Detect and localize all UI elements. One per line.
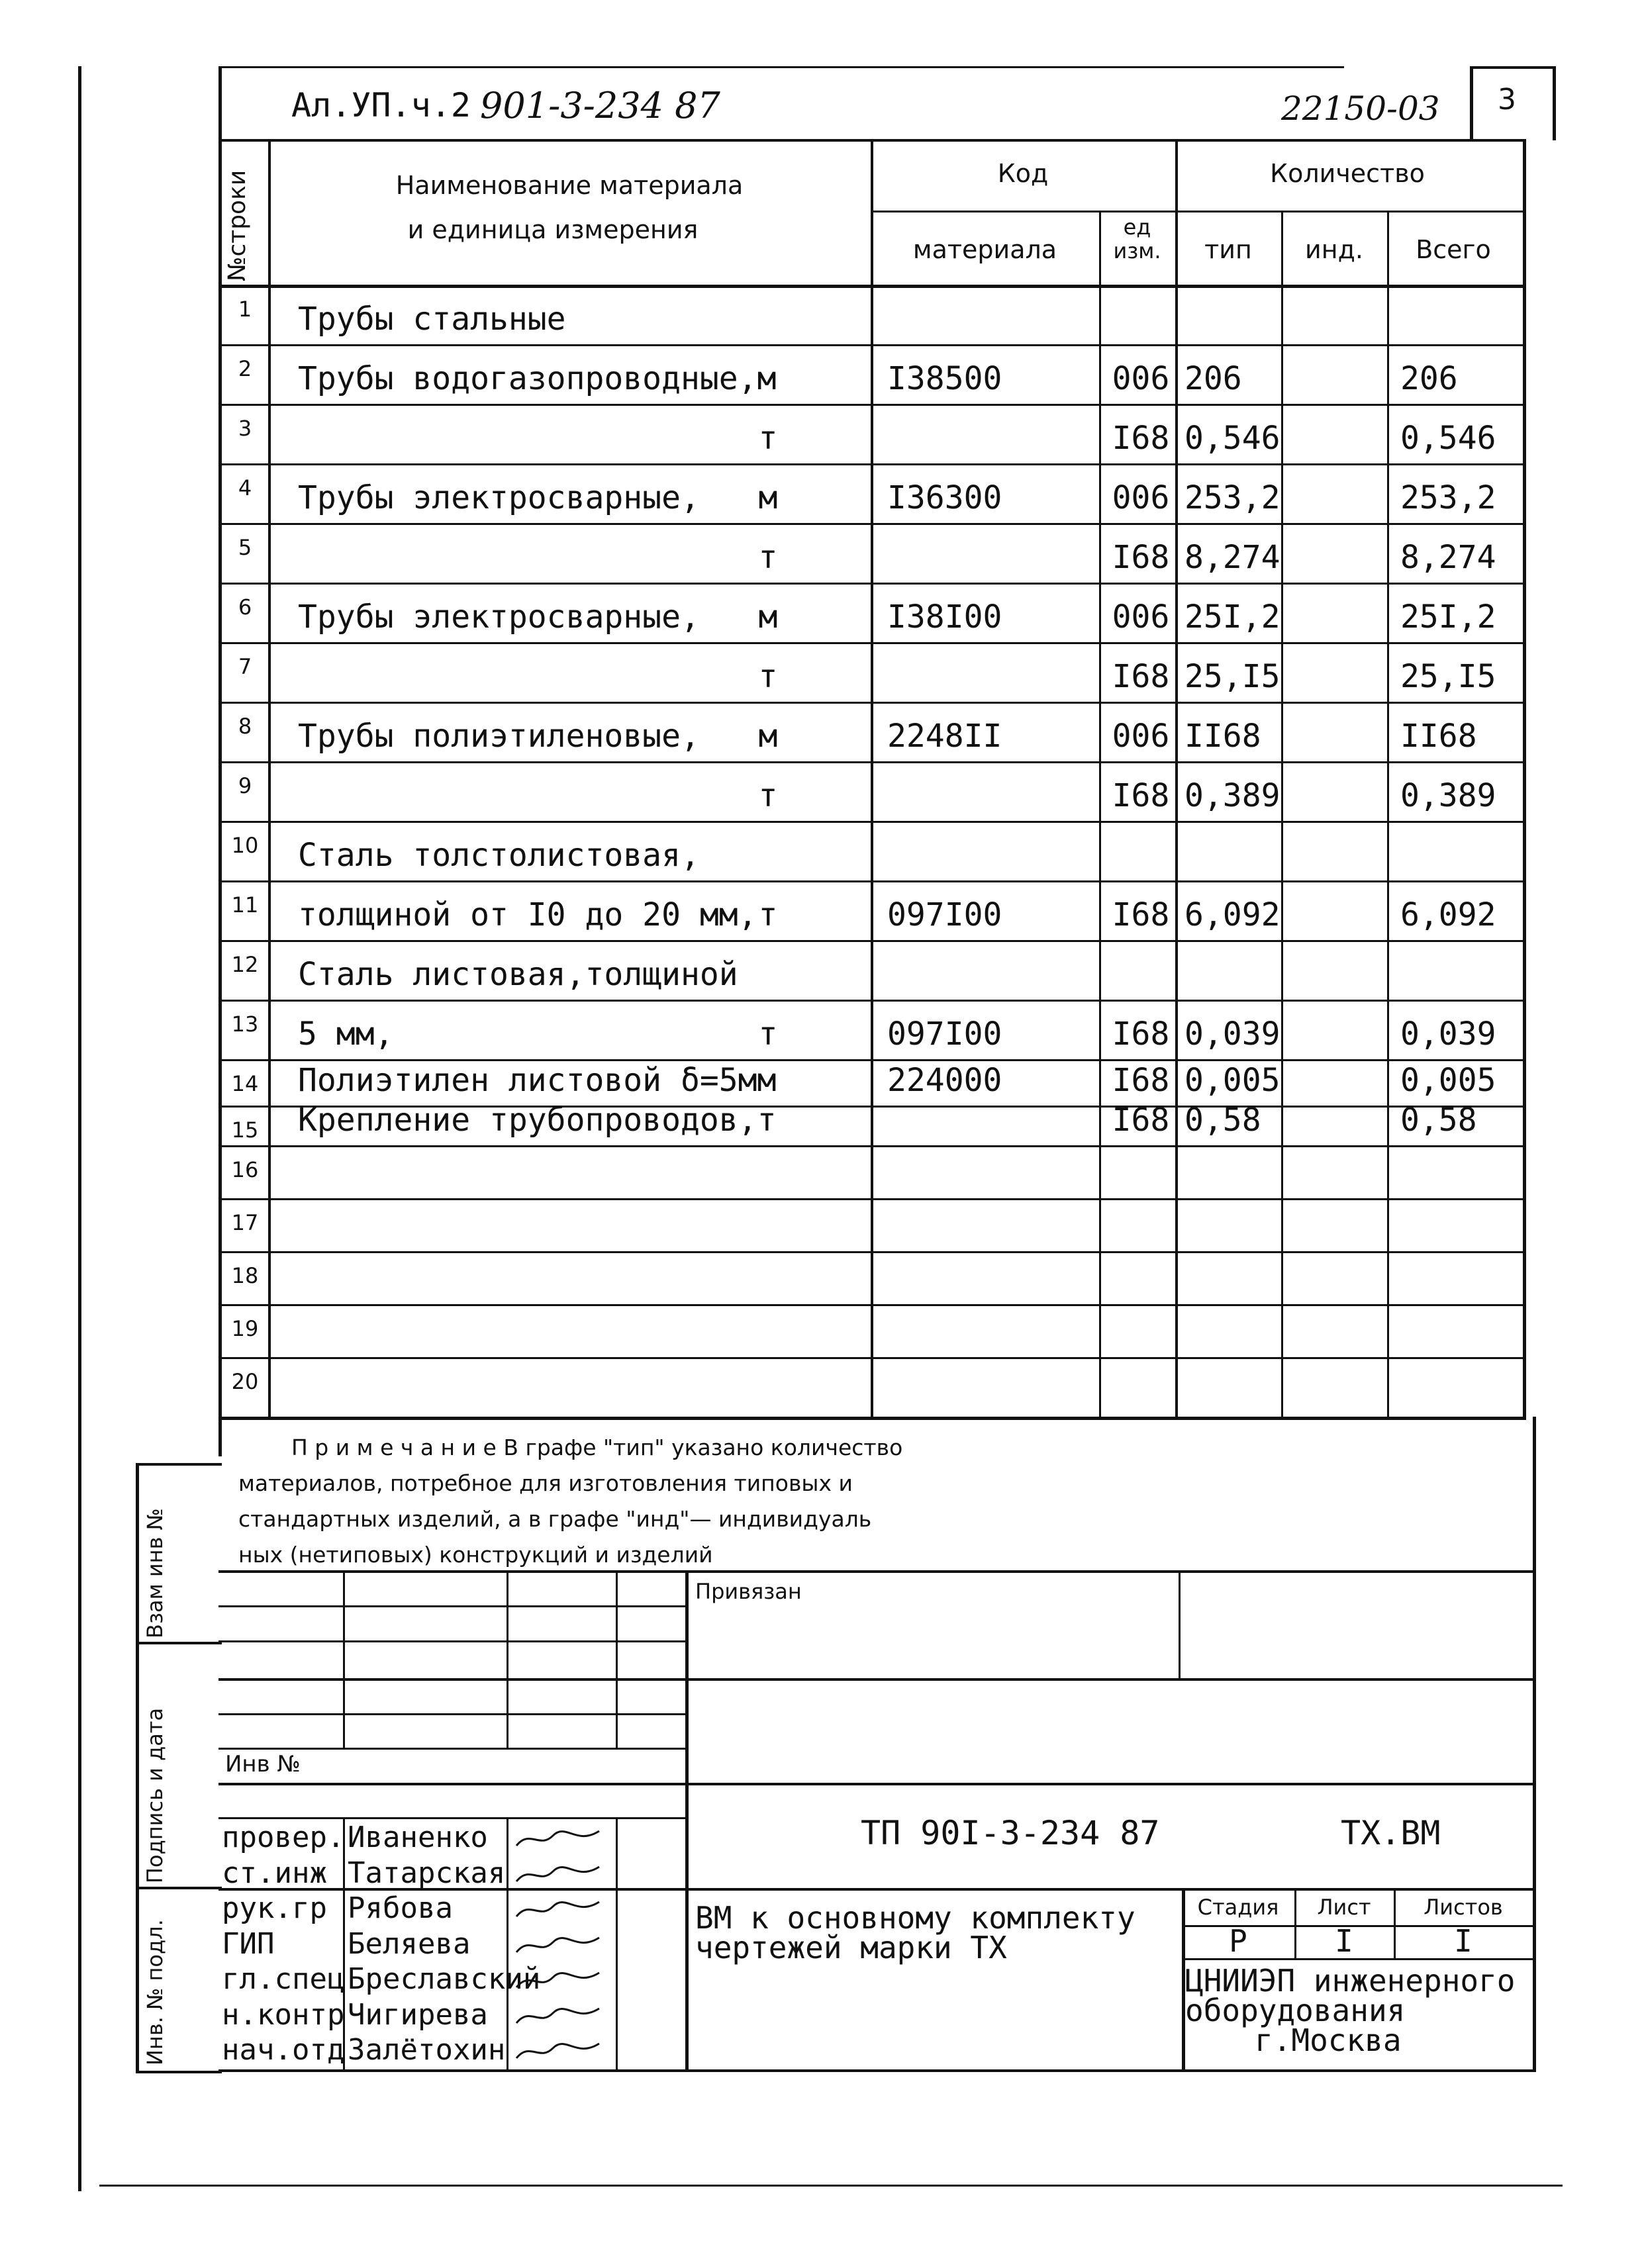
row-line [218,463,1526,465]
organization-line1: ЦНИИЭП инженерного [1185,1963,1516,1999]
col-line-rownum [268,139,271,1417]
row-line [218,1251,1526,1253]
unit-of-measure: т [758,539,778,576]
stadia-label: Стадия [1197,1895,1279,1920]
quantity-type: 8,274 [1184,539,1280,576]
row-number: 7 [238,654,252,679]
stamp-bottom-line [218,2069,1536,2072]
unit-code: 006 [1112,479,1170,516]
handwritten-signature [513,2038,606,2068]
doc-code-right: 22150-03 [1281,89,1440,128]
header-sub-line [871,211,1523,213]
row-line [218,1417,1526,1420]
row-number: 4 [238,475,252,500]
unit-code: I68 [1112,1102,1170,1139]
quantity-type: 253,2 [1184,479,1280,516]
signer-name: Бреславский [348,1962,541,1996]
signer-role: провер. [222,1820,345,1854]
side-strip-divider-2 [136,1887,222,1889]
quantity-type: 206 [1184,360,1242,397]
unit-code: 006 [1112,598,1170,636]
column-header-name-line2: и единица измерения [407,215,699,244]
signer-v-name [507,1817,508,2070]
material-name: Трубы электросварные, [298,479,700,516]
frame-bottom-line [99,2185,1563,2187]
pagebox-top [1470,66,1556,69]
column-header-code-unit-text: ед изм. [1113,214,1161,263]
unit-of-measure: т [758,658,778,695]
unit-of-measure: м [758,479,778,516]
row-number: 5 [238,535,252,560]
col-line-code [871,139,873,1417]
page-number: 3 [1498,83,1516,117]
unit-code: 006 [1112,360,1170,397]
row-line [218,1145,1526,1147]
document-code: ТП 90I-3-234 87 [861,1814,1160,1852]
material-name: Трубы стальные [298,301,566,338]
header-top-line [218,66,1344,68]
row-number: 13 [231,1012,259,1037]
quantity-total: 0,58 [1400,1102,1477,1139]
column-header-total: Всего [1416,235,1491,264]
signer-name: Иваненко [348,1820,488,1854]
document-title-line2: чертежей марки ТХ [695,1930,1007,1965]
side-label-replaced-inventory: Взам инв № [142,1508,168,1638]
row-number: 2 [238,356,252,381]
row-number: 14 [231,1071,259,1096]
quantity-total: 0,389 [1400,777,1496,814]
quantity-total: 6,092 [1400,896,1496,933]
pagebox-left [1470,66,1473,140]
unit-code: 006 [1112,718,1170,755]
row-number: 19 [231,1316,259,1341]
column-header-code-material: материала [912,235,1057,264]
column-header-name-line1: Наименование материала [395,171,744,200]
row-number: 3 [238,416,252,441]
sheet-value: I [1335,1923,1353,1959]
material-code: I38I00 [887,598,1002,636]
column-header-quantity: Количество [1270,159,1425,188]
unit-of-measure: т [758,777,778,814]
quantity-type: 6,092 [1184,896,1280,933]
row-line [218,761,1526,763]
material-code: I38500 [887,360,1002,397]
row-line [218,523,1526,525]
note-line-2: материалов, потребное для изготовления типовых и [238,1470,853,1496]
unit-of-measure: м [758,598,778,636]
material-name: Полиэтилен листовой δ=5мм [298,1062,777,1099]
quantity-type: 0,039 [1184,1016,1280,1053]
row-number: 8 [238,714,252,739]
stamp-right-line [1533,1417,1536,2072]
column-header-code: Код [997,159,1049,188]
material-name: Сталь листовая,толщиной [298,956,738,993]
stamp-h-2 [218,1640,685,1642]
handwritten-signature [513,1862,606,1891]
row-number: 18 [231,1263,259,1288]
signer-v-sign [616,1817,618,2070]
quantity-type: 0,546 [1184,420,1280,457]
sheets-total-label: Листов [1424,1895,1503,1920]
side-strip-divider-1 [136,1642,222,1644]
row-number: 12 [231,952,259,977]
signer-name: Чигирева [348,1997,488,2032]
row-line [218,702,1526,704]
sheet-label: Лист [1317,1895,1371,1920]
signer-role: рук.гр [222,1891,327,1925]
column-header-code-unit [1099,215,1175,263]
signer-name: Рябова [348,1891,453,1925]
organization-line2: оборудования [1185,1993,1406,2028]
signer-role: гл.спец [222,1962,345,1996]
stamp-v-name [507,1570,508,1749]
col-line-unit [1099,211,1101,1417]
row-number: 10 [231,833,259,858]
note-line-3: стандартных изделий, а в графе "инд"— индивидуаль [238,1506,872,1532]
doc-code-left: Ал.УП.ч.2 [291,86,471,124]
handwritten-signature [513,1967,606,1997]
quantity-total: 253,2 [1400,479,1496,516]
material-name: Сталь толстолистовая, [298,837,700,874]
signer-role: ГИП [222,1926,275,1961]
stadia-value: Р [1229,1923,1247,1959]
quantity-total: 0,005 [1400,1062,1496,1099]
note-line-4: ных (нетиповых) конструкций и изделий [238,1542,713,1568]
material-name: толщиной от I0 до 20 мм, [298,896,757,933]
document-mark: ТХ.ВМ [1341,1814,1441,1852]
stamp-v-main [685,1570,689,2070]
unit-code: I68 [1112,1016,1170,1053]
quantity-total: 0,039 [1400,1016,1496,1053]
sheets-total-value: I [1454,1923,1473,1959]
col-line-total [1387,211,1389,1417]
col-line-ind [1281,211,1283,1417]
document-title-line1: ВМ к основному комплекту [695,1900,1135,1936]
row-line [218,1198,1526,1200]
material-code: 097I00 [887,896,1002,933]
side-label-original-inventory: Инв. № подл. [142,1919,168,2065]
material-name: Крепление трубопроводов,т [298,1102,777,1139]
quantity-total: 206 [1400,360,1458,397]
row-number: 9 [238,773,252,798]
column-header-individual: инд. [1305,235,1363,264]
column-header-row-number: №строки [224,169,251,281]
inventory-number-label: Инв № [225,1751,301,1777]
quantity-total: 8,274 [1400,539,1496,576]
organization-line3: г.Москва [1255,2022,1402,2058]
row-line [218,940,1526,942]
privyazan-label: Привязан [695,1579,802,1604]
stamp-h-5 [218,1748,685,1750]
stamp-h-6 [218,1783,1536,1785]
note-line-1: П р и м е ч а н и е В графе "тип" указано количество [291,1435,903,1460]
quantity-type: 0,005 [1184,1062,1280,1099]
quantity-type: 0,389 [1184,777,1280,814]
quantity-total: 25,I5 [1400,658,1496,695]
unit-code: I68 [1112,1062,1170,1099]
unit-of-measure: т [758,1016,778,1053]
row-line [218,404,1526,406]
unit-code: I68 [1112,420,1170,457]
material-code: 224000 [887,1062,1002,1099]
material-code: I36300 [887,479,1002,516]
handwritten-signature [513,1897,606,1926]
stamp-v-role [343,1570,345,1749]
row-number: 11 [231,892,259,918]
signer-role: нач.отд [222,2033,345,2067]
stamp-h-1 [218,1605,685,1607]
quantity-type: II68 [1184,718,1261,755]
material-code: 2248II [887,718,1002,755]
signer-name: Беляева [348,1926,471,1961]
row-line [218,642,1526,644]
row-number: 17 [231,1210,259,1235]
quantity-total: II68 [1400,718,1477,755]
handwritten-signature [513,2003,606,2033]
frame-left-line [78,66,81,2191]
row-line [218,1059,1526,1061]
signer-name: Татарская [348,1856,506,1890]
stamp-v-sign [616,1570,618,1749]
side-label-signature-date: Подпись и дата [142,1707,168,1883]
quantity-type: 0,58 [1184,1102,1261,1139]
col-line-right [1523,139,1526,1417]
stamp-top-line [218,1570,1536,1573]
quantity-total: 0,546 [1400,420,1496,457]
material-name: Трубы полиэтиленовые, [298,718,700,755]
quantity-type: 25,I5 [1184,658,1280,695]
material-name: Трубы водогазопроводные,м [298,360,777,397]
unit-code: I68 [1112,896,1170,933]
stamp-h-3 [218,1678,1536,1681]
row-number: 1 [238,297,252,322]
signer-name: Залётохин [348,2033,506,2067]
material-name: Трубы электросварные, [298,598,700,636]
row-number: 15 [231,1117,259,1143]
pagebox-right [1553,66,1556,140]
signer-role: ст.инж [222,1856,327,1890]
row-line [218,821,1526,823]
unit-code: I68 [1112,539,1170,576]
material-name: 5 мм, [298,1016,394,1053]
row-line [218,880,1526,882]
handwritten-signature [513,1826,606,1856]
row-number: 20 [231,1369,259,1394]
unit-of-measure: т [758,420,778,457]
side-strip-left [136,1463,139,2072]
row-line [218,344,1526,346]
quantity-type: 25I,2 [1184,598,1280,636]
row-line [218,1304,1526,1306]
signer-v-role [343,1817,345,2070]
row-line [218,583,1526,585]
handwritten-signature [513,1932,606,1962]
side-strip-top [136,1463,222,1466]
stamp-h-4 [218,1713,685,1715]
stamp-v-privyazan-right [1179,1570,1181,1679]
material-code: 097I00 [887,1016,1002,1053]
row-line [218,1357,1526,1359]
side-strip-bottom [136,2071,222,2073]
unit-of-measure: м [758,718,778,755]
row-line [218,1000,1526,1002]
quantity-total: 25I,2 [1400,598,1496,636]
unit-code: I68 [1112,658,1170,695]
project-number-handwritten: 901-3-234 87 [480,85,720,126]
row-number: 16 [231,1157,259,1182]
row-number: 6 [238,594,252,620]
column-header-type: тип [1204,235,1252,264]
signer-role: н.контр [222,1997,345,2032]
unit-code: I68 [1112,777,1170,814]
unit-of-measure: т [758,896,778,933]
